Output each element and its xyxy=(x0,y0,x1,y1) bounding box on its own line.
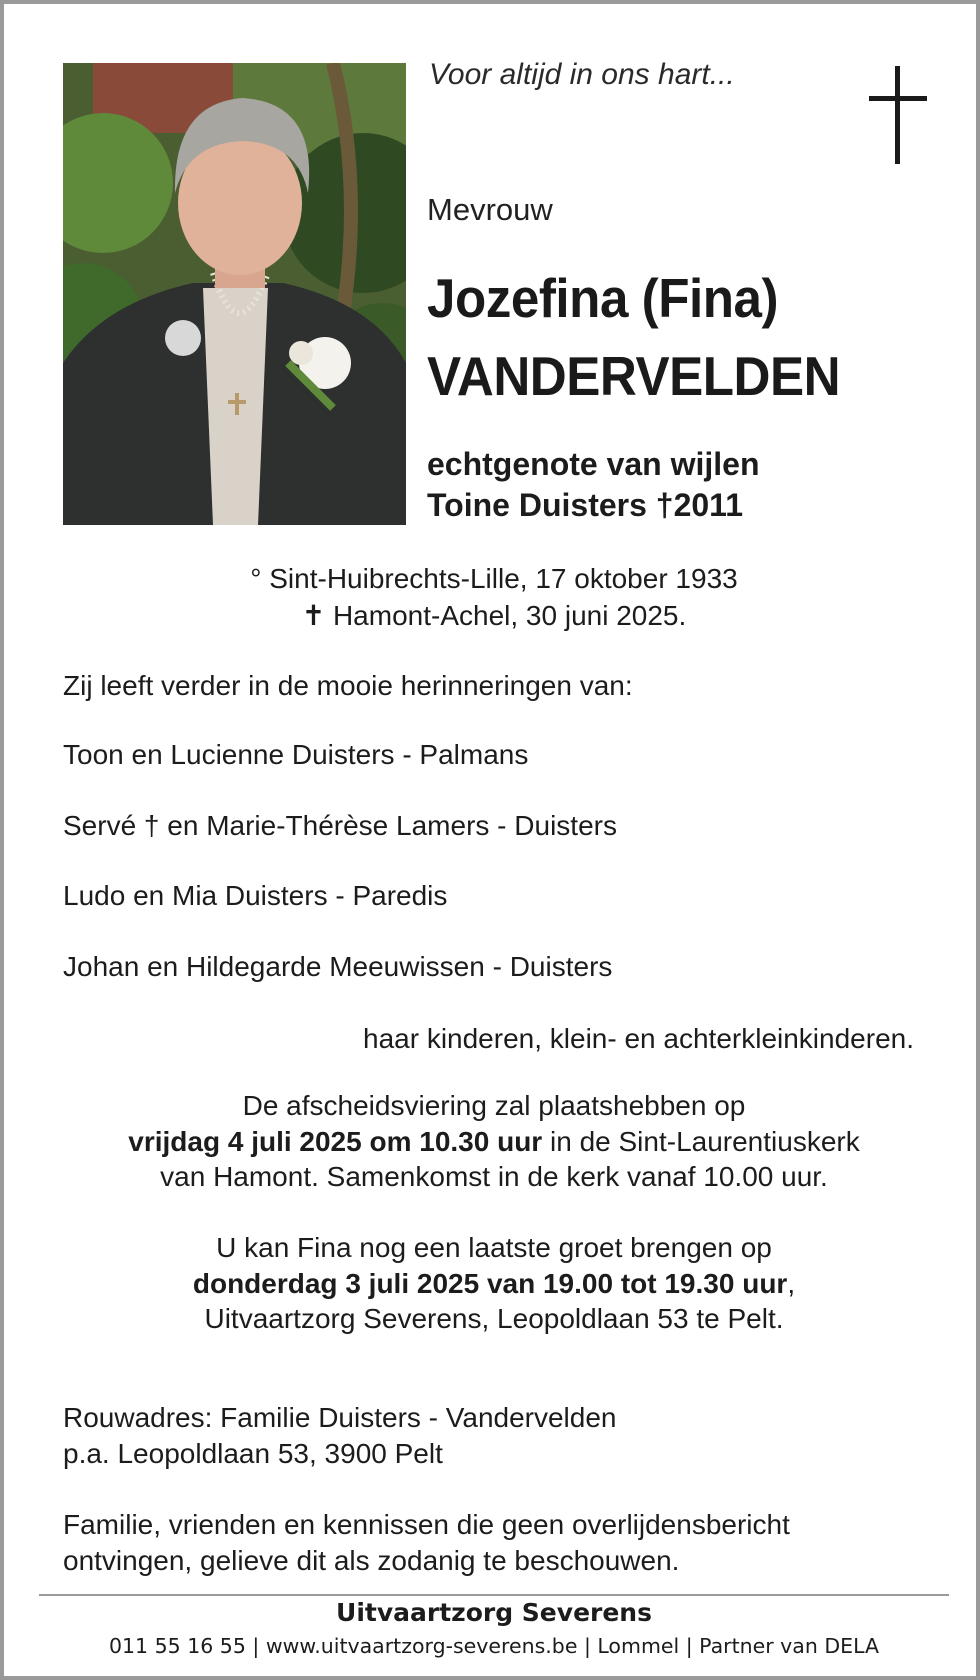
spouse-line-1: echtgenote van wijlen xyxy=(427,446,760,482)
birth-line: ° Sint-Huibrechts-Lille, 17 oktober 1933 xyxy=(250,563,738,594)
intro-text: Zij leeft verder in de mooie herinneringen van: xyxy=(63,670,633,701)
honorific: Mevrouw xyxy=(427,192,553,227)
visit-comma: , xyxy=(787,1267,796,1299)
family-member: Johan en Hildegarde Meeuwissen - Duisters xyxy=(63,950,613,982)
descendants-line: haar kinderen, klein- en achterkleinkinderen. xyxy=(363,1023,914,1054)
ceremony-info xyxy=(4,1088,980,1195)
family-member: Servé † en Marie-Thérèse Lamers - Duisters xyxy=(63,809,617,841)
address-line-1: Rouwadres: Familie Duisters - Vandervelden xyxy=(63,1402,617,1433)
family-list xyxy=(63,739,617,1021)
ceremony-location: in de Sint-Laurentiuskerk xyxy=(542,1125,860,1157)
birth-death-dates xyxy=(4,560,980,634)
tagline: Voor altijd in ons hart... xyxy=(429,58,735,91)
funeral-home-contact: 011 55 16 55 | www.uitvaartzorg-severens.be | Lommel | Partner van DELA xyxy=(108,1634,880,1658)
visit-datetime: donderdag 3 juli 2025 van 19.00 tot 19.30 uur xyxy=(192,1267,788,1299)
deceased-last-name: VANDERVELDEN xyxy=(427,345,841,407)
notice-line-2: ontvingen, gelieve dit als zodanig te beschouwen. xyxy=(63,1545,680,1576)
visitation-info xyxy=(4,1230,980,1337)
ceremony-line-2 xyxy=(4,1124,980,1160)
funeral-home-name: Uitvaartzorg Severens xyxy=(336,1598,652,1627)
portrait-photo xyxy=(63,63,406,525)
ceremony-datetime: vrijdag 4 juli 2025 om 10.30 uur xyxy=(128,1125,543,1157)
spouse-info xyxy=(427,444,760,526)
death-line: ✝ Hamont-Achel, 30 juni 2025. xyxy=(301,600,687,631)
family-member: Ludo en Mia Duisters - Paredis xyxy=(63,880,448,911)
ceremony-line-3: van Hamont. Samenkomst in de kerk vanaf 10.00 uur. xyxy=(160,1161,828,1192)
spouse-line-2: Toine Duisters †2011 xyxy=(427,487,743,523)
notice-text xyxy=(63,1507,790,1579)
visit-line-1: U kan Fina nog een laatste groet brengen op xyxy=(216,1232,772,1263)
deceased-first-name: Jozefina (Fina) xyxy=(427,267,779,329)
mourning-address xyxy=(63,1400,617,1472)
latin-cross-icon xyxy=(869,66,927,164)
ceremony-line-1: De afscheidsviering zal plaatshebben op xyxy=(242,1090,746,1121)
footer-divider xyxy=(39,1594,949,1596)
family-member: Toon en Lucienne Duisters - Palmans xyxy=(63,739,529,770)
visit-line-2 xyxy=(4,1266,980,1302)
address-line-2: p.a. Leopoldlaan 53, 3900 Pelt xyxy=(63,1438,443,1469)
notice-line-1: Familie, vrienden en kennissen die geen overlijdensbericht xyxy=(63,1509,790,1540)
visit-line-3: Uitvaartzorg Severens, Leopoldlaan 53 te Pelt. xyxy=(204,1303,784,1334)
